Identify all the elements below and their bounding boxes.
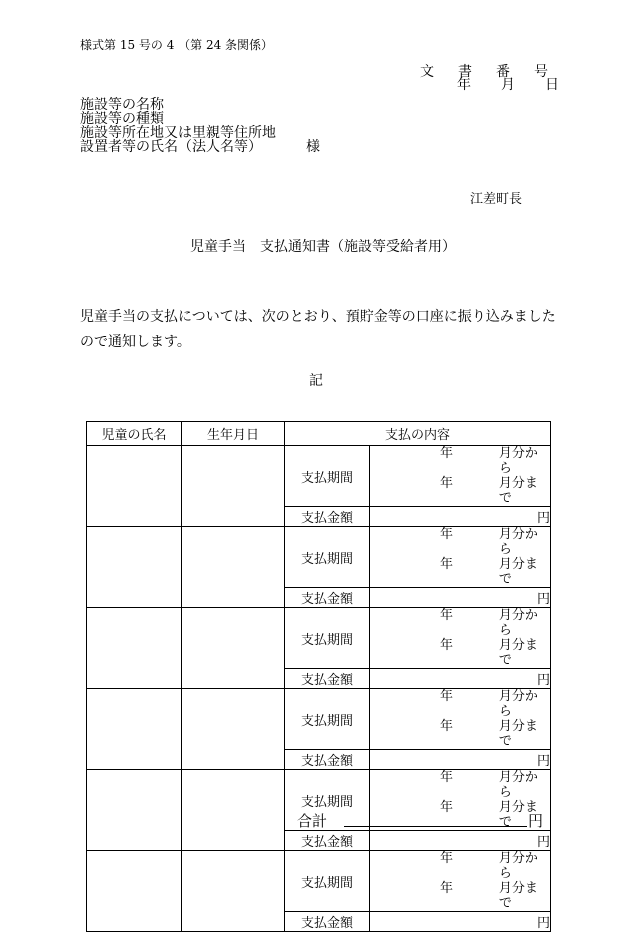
child-name-cell[interactable] — [87, 689, 182, 770]
amount-value-cell[interactable] — [370, 912, 551, 932]
document-number-label: 文書番号 — [420, 64, 572, 80]
year-char: 年 — [440, 770, 454, 785]
period-value-cell[interactable] — [370, 446, 551, 507]
birthdate-cell[interactable] — [182, 527, 285, 608]
birthdate-cell[interactable] — [182, 446, 285, 527]
year-char: 年 — [440, 476, 454, 491]
period-label: 支払期間 — [285, 608, 370, 669]
year-char: 年 — [440, 527, 454, 542]
year-char: 年 — [440, 689, 454, 704]
yen-char: 円 — [536, 592, 550, 607]
year-char: 年 — [440, 446, 454, 461]
year-char: 年 — [440, 557, 454, 572]
amount-value-cell[interactable] — [370, 750, 551, 770]
year-char: 年 — [440, 608, 454, 623]
child-name-cell[interactable] — [87, 608, 182, 689]
child-name-cell[interactable] — [87, 527, 182, 608]
amount-label: 支払金額 — [285, 507, 370, 527]
body-paragraph: 児童手当の支払については、次のとおり、預貯金等の口座に振り込みましたので通知します。 — [80, 309, 556, 350]
year-char: 年 — [440, 881, 454, 896]
period-label: 支払期間 — [285, 851, 370, 912]
total-underline — [344, 826, 527, 827]
child-name-cell[interactable] — [87, 851, 182, 932]
amount-label: 支払金額 — [285, 912, 370, 932]
from-text: 月分から — [498, 770, 538, 800]
child-name-cell[interactable] — [87, 446, 182, 527]
amount-label: 支払金額 — [285, 831, 370, 851]
birthdate-cell[interactable] — [182, 608, 285, 689]
period-label: 支払期間 — [285, 770, 370, 831]
total-yen: 円 — [528, 812, 544, 830]
amount-value-cell[interactable] — [370, 588, 551, 608]
document-title: 児童手当 支払通知書（施設等受給者用） — [190, 239, 456, 255]
issuer: 江差町長 — [470, 192, 523, 207]
from-text: 月分から — [498, 446, 538, 476]
yen-char: 円 — [536, 916, 550, 931]
to-text: 月分まで — [498, 719, 538, 749]
header-birthdate: 生年月日 — [182, 422, 285, 446]
table-header-row — [87, 422, 551, 446]
period-value-cell[interactable] — [370, 689, 551, 750]
child-name-cell[interactable] — [87, 770, 182, 851]
amount-value-cell[interactable] — [370, 831, 551, 851]
to-text: 月分まで — [498, 638, 538, 668]
facility-address-label: 施設等所在地又は里親等住所地 — [80, 125, 276, 141]
founder-name-label: 設置者等の氏名（法人名等） — [80, 139, 262, 155]
period-label: 支払期間 — [285, 527, 370, 588]
table-row — [87, 527, 551, 588]
from-text: 月分から — [498, 527, 538, 557]
payment-table — [86, 421, 551, 932]
total-label: 合計 — [297, 812, 328, 830]
period-label: 支払期間 — [285, 446, 370, 507]
yen-char: 円 — [536, 754, 550, 769]
ki-marker: 記 — [309, 373, 323, 389]
from-text: 月分から — [498, 851, 538, 881]
period-value-cell[interactable] — [370, 770, 551, 831]
yen-char: 円 — [536, 835, 550, 850]
to-text: 月分まで — [498, 881, 538, 911]
to-text: 月分まで — [498, 557, 538, 587]
from-text: 月分から — [498, 608, 538, 638]
amount-value-cell[interactable] — [370, 507, 551, 527]
year-char: 年 — [440, 719, 454, 734]
header-payment-content: 支払の内容 — [285, 422, 551, 446]
honorific: 様 — [306, 139, 320, 155]
birthdate-cell[interactable] — [182, 689, 285, 770]
table-row — [87, 608, 551, 669]
header-child-name: 児童の氏名 — [87, 422, 182, 446]
amount-label: 支払金額 — [285, 750, 370, 770]
period-value-cell[interactable] — [370, 527, 551, 588]
from-text: 月分から — [498, 689, 538, 719]
facility-name-label: 施設等の名称 — [80, 97, 164, 113]
birthdate-cell[interactable] — [182, 770, 285, 851]
table-row — [87, 851, 551, 912]
table-row — [87, 689, 551, 750]
date-label: 年月日 — [457, 77, 589, 93]
birthdate-cell[interactable] — [182, 851, 285, 932]
period-value-cell[interactable] — [370, 851, 551, 912]
to-text: 月分まで — [498, 476, 538, 506]
amount-value-cell[interactable] — [370, 669, 551, 689]
period-value-cell[interactable] — [370, 608, 551, 669]
yen-char: 円 — [536, 673, 550, 688]
amount-label: 支払金額 — [285, 669, 370, 689]
yen-char: 円 — [536, 511, 550, 526]
table-row — [87, 446, 551, 507]
year-char: 年 — [440, 800, 454, 815]
year-char: 年 — [440, 851, 454, 866]
facility-type-label: 施設等の種類 — [80, 111, 164, 127]
year-char: 年 — [440, 638, 454, 653]
form-number: 様式第 15 号の 4 （第 24 条関係） — [80, 38, 274, 52]
period-label: 支払期間 — [285, 689, 370, 750]
amount-label: 支払金額 — [285, 588, 370, 608]
to-text: 月分まで — [498, 800, 538, 830]
